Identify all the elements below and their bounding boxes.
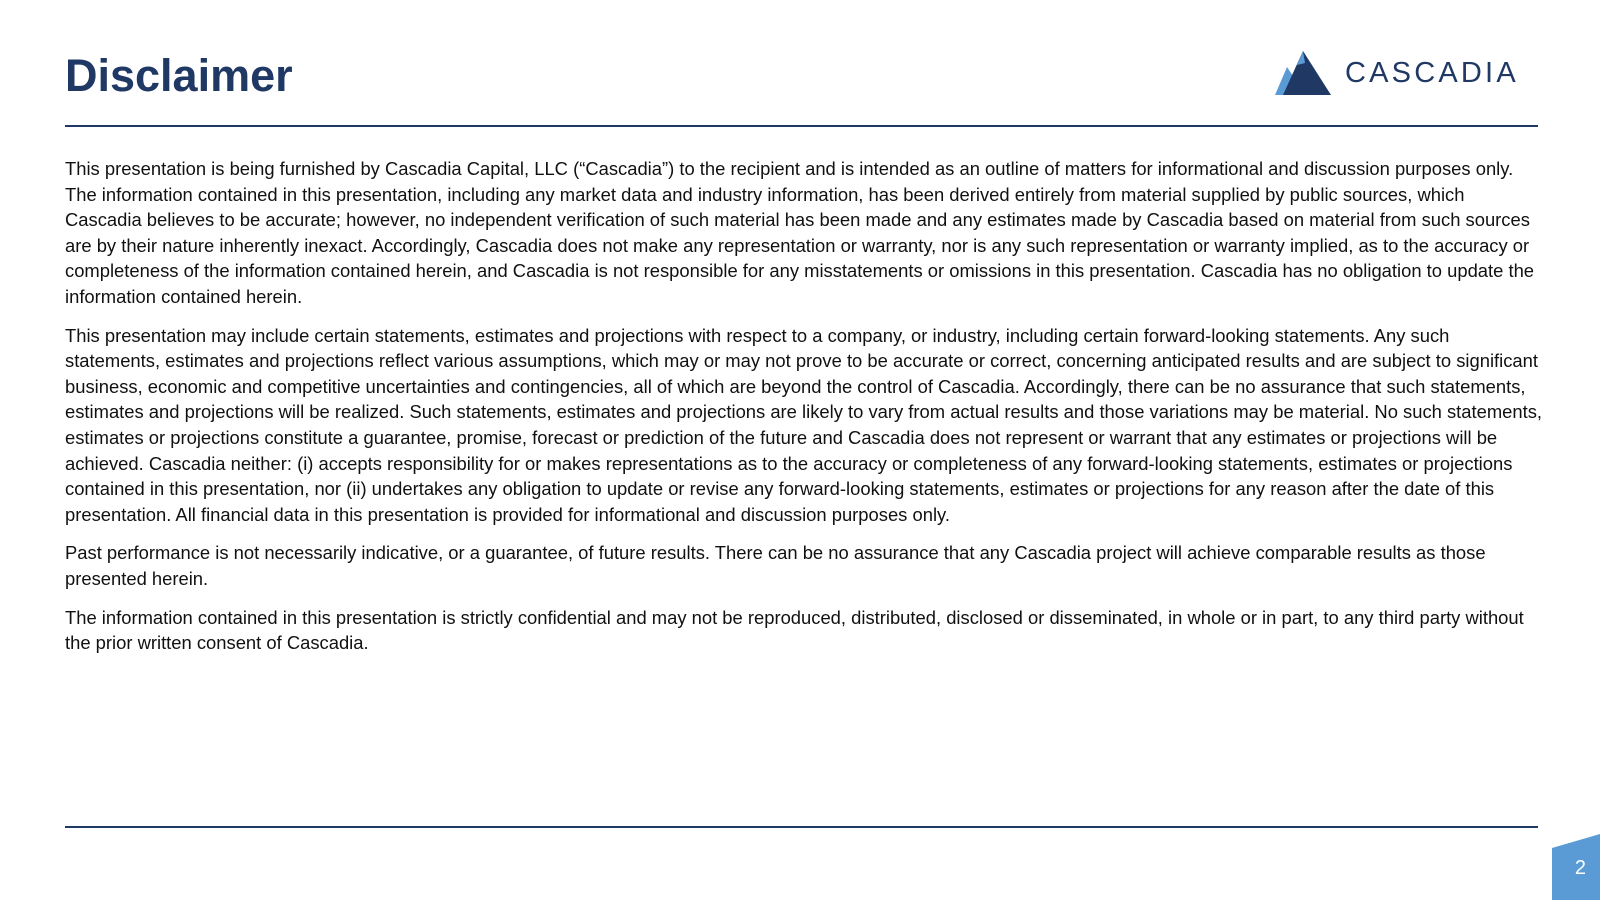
mountain-peaks-icon xyxy=(1275,49,1335,97)
page-number: 2 xyxy=(1574,857,1586,879)
disclaimer-body xyxy=(65,156,1543,669)
cascadia-logo xyxy=(1275,48,1545,98)
page-number-tab xyxy=(1552,834,1600,900)
disclaimer-paragraph-1: This presentation is being furnished by Cascadia Capital, LLC (“Cascadia”) to the recipient and is intended as an outline of matters for informational and discussion purposes only. The information contained in this presentation, including any market data and industry information, has been derived entirely from material supplied by public sources, which Cascadia believes to be accurate; however, no independent verification of such material has been made and any estimates made by Cascadia based on material from such sources are by their nature inherently inexact. Accordingly, Cascadia does not make any representation or warranty, nor is any such representation or warranty implied, as to the accuracy or completeness of the information contained herein, and Cascadia is not responsible for any misstatements or omissions in this presentation. Cascadia has no obligation to update the information contained herein. xyxy=(65,158,1535,307)
footer-divider xyxy=(65,826,1538,828)
disclaimer-paragraph-3: Past performance is not necessarily indicative, or a guarantee, of future results. There can be no assurance that any Cascadia project will achieve comparable results as those presented herein. xyxy=(65,542,1486,589)
disclaimer-paragraph-4: The information contained in this presentation is strictly confidential and may not be reproduced, distributed, disclosed or disseminated, in whole or in part, to any third party without the prior written consent of Cascadia. xyxy=(65,606,1524,654)
logo-wordmark: CASCADIA xyxy=(1345,57,1519,89)
disclaimer-paragraph-2: This presentation may include certain statements, estimates and projections with respect to a company, or industry, including certain forward-looking statements. Any such statements, estimates and projections reflect various assumptions, which may or may not prove to be accurate or correct, concerning anticipated results and are subject to significant business, economic and competitive uncertainties and contingencies, all of which are beyond the control of Cascadia. Accordingly, there can be no assurance that such statements, estimates and projections will be realized. Such statements, estimates and projections are likely to vary from actual results and those variations may be material. No such statements, estimates or projections constitute a guarantee, promise, forecast or prediction of the future and Cascadia does not represent or warrant that any estimates or projections will be achieved. Cascadia neither: (i) accepts responsibility for or makes representations as to the accuracy or completeness of any forward-looking statements, estimates or projections contained in this presentation, nor (ii) undertakes any obligation to update or revise any forward-looking statements, estimates or projections for any reason after the date of this presentation. All financial data in this presentation is provided for informational and discussion purposes only. xyxy=(65,324,1543,525)
page-title: Disclaimer xyxy=(65,50,293,101)
header-divider xyxy=(65,125,1538,127)
